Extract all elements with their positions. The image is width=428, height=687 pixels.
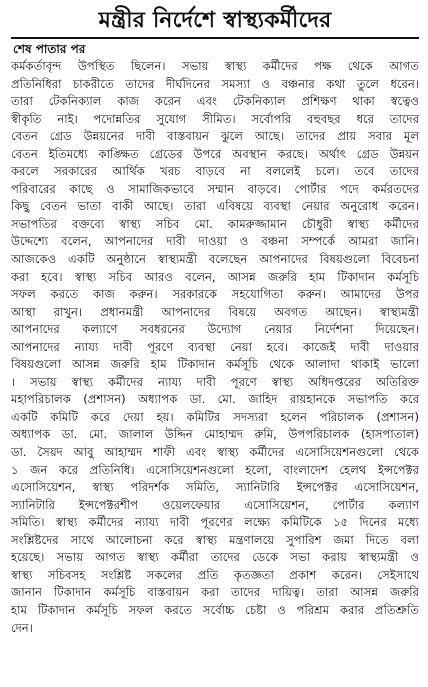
article-line: মহাপরিচালক (প্রশাসন) অধ্যাপক ডা. মো. জাহিদ রায়হানকে সভাপতি করে: [11, 392, 419, 407]
article-line: আপনাদের কল্যাণে সবধরনের উদ্যোগ নেয়ার নির্দেশনা দিয়েছেন।: [11, 322, 419, 337]
article-line: । সভায় স্বাস্থ্য কর্মীদের ন্যায্য দাবী পূরণে স্বাস্থ্য অধিদপ্তরের অতিরিক্ত: [11, 374, 419, 389]
headline-divider: [11, 37, 419, 39]
article-line: স্বাস্থ্য সচিবসহ সংশ্লিষ্ট সকলের প্রতি কৃতজ্ঞতা প্রকাশ করেন। সেইসাথে: [11, 567, 419, 582]
article-line: বেতন ইতিমধ্যে কাঙ্ক্ষিত গ্রেডের উপরে অবস্থান করছে। অর্থাৎ গ্রেড উন্নয়ন: [11, 146, 419, 161]
article-line: করলে সরকারের আর্থিক খরচ বাড়বে না বললেই চলে। তবে তাদের: [11, 164, 419, 179]
article-line: এসোসিয়েশন, স্বাস্থ্য পরিদর্শক সমিতি, স্যানিটারি ইন্সপেক্টর এসোসিয়েশন,: [11, 480, 419, 495]
article-line: হাম টিকাদান কর্মসূচি সফল করতে সর্বোচ্চ চেষ্টা ও পরিশ্রম করার প্রতিশ্রুতি: [11, 602, 419, 617]
article-line: অধ্যাপক ডা. মো. জালাল উদ্দিন মোহাম্মদ রুমি, উপপরিচালক (হাসপাতাল): [11, 427, 419, 442]
article-line: তারা টেকনিক্যাল কাজ করেন এবং টেকনিক্যাল প্রশিক্ষণ থাকা স্বত্বেও: [11, 94, 419, 109]
article-line: আজকেও একটি অনুষ্ঠানে স্বাস্থ্যমন্ত্রী বলেছেন আপনাদের বিষয়গুলো বিবেচনা: [11, 252, 419, 267]
article-line: কিছু বেতন ভাতা বাকী আছে। তারা এবিষয়ে ব্যবস্থা নেয়ার অনুরোধ করেন।: [11, 199, 419, 214]
article-line: সভাপতির বক্তব্যে স্বাস্থ্য সচিব মো. কামরুজ্জামান চৌধুরী স্বাস্থ্য কর্মীদের: [11, 216, 419, 231]
article-line: প্রতিনিধিরা চাকরীতে তাদের দীর্ঘদিনের সমস্যা ও বঞ্চনার কথা তুলে ধরেন।: [11, 76, 419, 91]
article-line: একটি কমিটি করে দেয়া হয়। কমিটির সদস্যরা হলেন পরিচালক (প্রশাসন): [11, 409, 419, 424]
continued-from-label: শেষ পাতার পর: [13, 42, 86, 56]
article-line: হয়েছে। সভায় আগত স্বাস্থ্য কর্মীরা তাদের ডেকে সভা করায় স্বাস্থ্যমন্ত্রী ও: [11, 550, 419, 565]
article-line: জানান টিকাদান কর্মসূচি বাস্তবায়ন করা তাদের দায়িত্ব। তারা আসন্ন জরুরি: [11, 585, 419, 600]
article-line: সমিতি। স্বাস্থ্য কর্মীদের ন্যায্য দাবী পূরণের লক্ষ্যে কমিটিকে ১৫ দিনের মধ্যে: [11, 515, 419, 530]
article-line: আস্থা রাখুন। প্রধানমন্ত্রী আপনাদের বিষয়ে অবগত আছেন। স্বাস্থ্যমন্ত্রী: [11, 304, 419, 319]
headline: মন্ত্রীর নির্দেশে স্বাস্থ্যকর্মীদের: [98, 8, 332, 33]
article-line: ১ জন করে প্রতিনিধি। এসোসিয়েশনগুলো হলো, বাংলাদেশ হেলথ ইন্সপেক্টর: [11, 462, 419, 477]
article-line: বিষয়গুলো আসন্ন জরুরি হাম টিকাদান কর্মসূচি থেকে আলাদা থাকাই ভালো: [11, 357, 419, 372]
article-line: স্যানিটারি ইন্সপেক্টরশীপ ওয়েলফেয়ার এসোসিয়েশন, পোর্টার কল্যাণ: [11, 497, 419, 512]
article-line: করা হবে। স্বাস্থ্য সচিব আরও বলেন, আসন্ন জরুরি হাম টিকাদান কর্মসূচি: [11, 269, 419, 284]
article-line: বেতন গ্রেড উন্নয়নের দাবী বাস্তবায়ন ঝুলে আছে। তাদের প্রায় সবার মূল: [11, 129, 419, 144]
article-line: সংশ্লিষ্টদের সাথে আলোচনা করে স্বাস্থ্য মন্ত্রণালয়ে সুপারিশ জমা দিতে বলা: [11, 532, 419, 547]
article-line: উদ্দেশ্যে বলেন, আপনাদের দাবী দাওয়া ও বঞ্চনা সম্পর্কে আমরা জানি।: [11, 234, 419, 249]
article-body: [11, 58, 419, 637]
article-line: দেন।: [11, 620, 33, 635]
article-line: পরিবারের কাছে ও সামাজিকভাবে সম্মান বাড়বে। পোর্টার পদে কর্মরতদের: [11, 181, 419, 196]
article-line: ডা. সৈয়দ আবু আহাম্মদ শাফী এবং স্বাস্থ্য কর্মীদের এসোসিয়েশনগুলো থেকে: [11, 445, 419, 460]
article-line: সফল করতে কাজ করুন। সরকারকে সহযোগিতা করুন। আমাদের উপর: [11, 287, 419, 302]
article-line: আপনাদের ন্যায্য দাবী পূরণে ব্যবস্থা নেয়া হবে। কাজেই দাবী দাওয়ার: [11, 339, 419, 354]
article-line: স্বীকৃতি নাই। পদোন্নতির সুযোগ সীমিত। সর্বোপরি বহুবছর ধরে তাদের: [11, 111, 419, 126]
article-line: কর্মকর্তাবৃন্দ উপস্থিত ছিলেন। সভায় স্বাস্থ্য কর্মীদের পক্ষ থেকে আগত: [11, 59, 419, 73]
